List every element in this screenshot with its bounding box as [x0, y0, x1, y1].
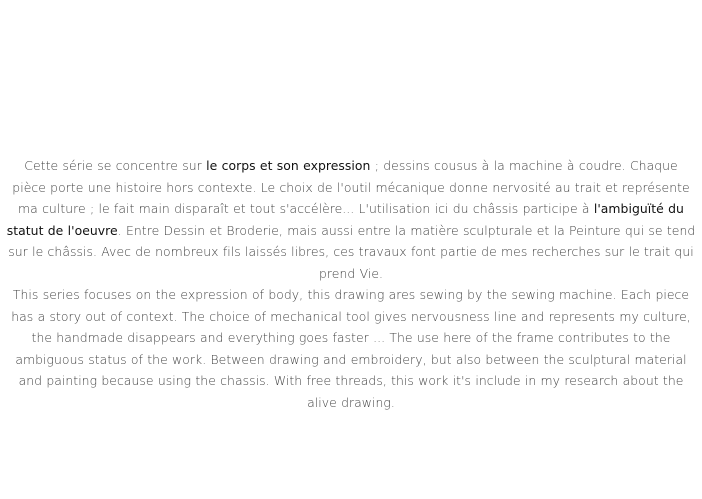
artist-statement [6, 155, 696, 413]
french-text-part-2: ; dessins cousus à la machine à coudre. Chaque pièce porte une histoire hors contexte. Le choix de l'outil mécanique donne nervosité au trait et représente ma culture ; le fait main disparaît et tout s'accélère... L'utilisation ici du châssis participe à [12, 158, 690, 216]
french-bold-phrase-2: l'ambiguïté du statut de l'oeuvre [6, 201, 684, 238]
french-bold-phrase-1: le corps et son expression [206, 158, 371, 173]
french-paragraph [6, 155, 696, 284]
french-text-part-3: . Entre Dessin et Broderie, mais aussi entre la matière sculpturale et la Peinture qui se tend sur le châssis. Avec de nombreux fils laissés libres, ces travaux font partie de mes recherches sur le trait qui prend Vie. [8, 222, 696, 281]
english-paragraph: This series focuses on the expression of body, this drawing ares sewing by the sewing machine. Each piece has a story out of context. The choice of mechanical tool gives nervousness line and represents my culture, the handmade disappears and everything goes faster ... The use here of the frame contributes to the ambiguous status of the work. Between drawing and embroidery, but also between the sculptural material and painting because using the chassis. With free threads, this work it's include in my research about the alive drawing. [11, 287, 691, 410]
french-text-part-1: Cette série se concentre sur [24, 158, 207, 173]
